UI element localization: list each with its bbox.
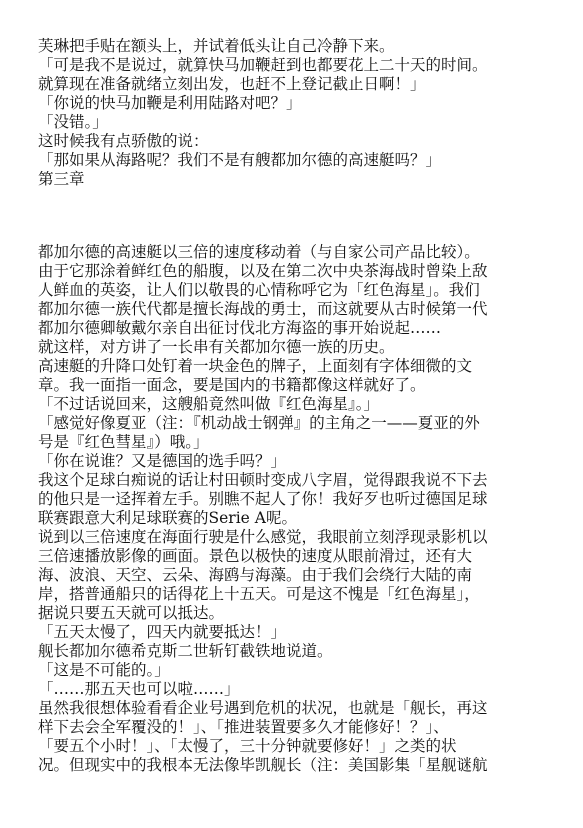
- text-line: 「……那五天也可以啦……」: [38, 680, 240, 698]
- text-line: 「不过话说回来，这艘船竟然叫做『红色海星』。」: [38, 395, 380, 413]
- text-line: 高速艇的升降口处钉着一块金色的牌子，上面刻有字体细微的文: [38, 357, 473, 375]
- text-line: 「那如果从海路呢？我们不是有艘都加尔德的高速艇吗？」: [38, 151, 442, 169]
- text-line: 的他只是一迳挥着左手。别瞧不起人了你！我好歹也听过德国足球: [38, 490, 488, 508]
- text-line: 虽然我很想体验看看企业号遇到危机的状况，也就是「舰长，再这: [38, 699, 488, 717]
- text-line: 「五天太慢了，四天内就要抵达！」: [38, 623, 287, 641]
- text-line: 我这个足球白痴说的话让村田顿时变成八字眉，觉得跟我说不下去: [38, 471, 488, 489]
- text-line: 由于它那涂着鲜红色的船腹，以及在第二次中央茶海战时曾染上敌: [38, 262, 488, 280]
- text-line: 就算现在准备就绪立刻出发，也赶不上登记截止日啊！」: [38, 75, 426, 93]
- text-line: 「没错。」: [38, 113, 108, 131]
- text-line: 说到以三倍速度在海面行驶是什么感觉，我眼前立刻浮现录影机以: [38, 528, 488, 546]
- text-line: 芙琳把手贴在额头上，并试着低头让自己冷静下来。: [38, 37, 395, 55]
- text-line: 都加尔德卿敏戴尔亲自出征讨伐北方海盗的事开始说起……: [38, 319, 442, 337]
- text-line: 联赛跟意大利足球联赛的Serie A呢。: [38, 509, 297, 527]
- text-line: 岸，搭普通船只的话得花上十五天。可是这不愧是「红色海星」，: [38, 585, 480, 603]
- text-line: 三倍速播放影像的画面。景色以极快的速度从眼前滑过，还有大: [38, 547, 473, 565]
- text-line: 「可是我不是说过，就算快马加鞭赶到也都要花上二十天的时间。: [38, 56, 488, 74]
- text-line: 这时候我有点骄傲的说：: [38, 132, 209, 150]
- text-line: 都加尔德的高速艇以三倍的速度移动着（与自家公司产品比较）。: [38, 243, 480, 261]
- text-line: 章。我一面指一面念，要是国内的书籍都像这样就好了。: [38, 376, 426, 394]
- text-line: 据说只要五天就可以抵达。: [38, 604, 225, 622]
- text-line: 况。但现实中的我根本无法像毕凯舰长（注：美国影集「星舰谜航: [38, 756, 488, 774]
- text-line: 就这样，对方讲了一长串有关都加尔德一族的历史。: [38, 338, 395, 356]
- text-line: 「你说的快马加鞭是利用陆路对吧？」: [38, 94, 302, 112]
- text-line: 海、波浪、天空、云朵、海鸥与海藻。由于我们会绕行大陆的南: [38, 566, 473, 584]
- text-line: 号是『红色彗星』）哦。」: [38, 433, 209, 451]
- text-line: 「要五个小时！」、「太慢了，三十分钟就要修好！」之类的状: [38, 737, 457, 755]
- chapter-heading: 第三章: [38, 170, 85, 188]
- text-line: 舰长都加尔德希克斯二世斩钉截铁地说道。: [38, 642, 333, 660]
- text-line: 「感觉好像夏亚（注：『机动战士钢弹』的主角之一——夏亚的外: [38, 414, 480, 432]
- text-line: 「你在说谁？又是德国的选手吗？」: [38, 452, 287, 470]
- text-line: 人鲜血的英姿，让人们以敬畏的心情称呼它为「红色海星」。我们: [38, 281, 480, 299]
- text-line: 「这是不可能的。」: [38, 661, 170, 679]
- text-line: 都加尔德一族代代都是擅长海战的勇士，而这就要从古时候第一代: [38, 300, 488, 318]
- text-line: 样下去会全军覆没的！」、「推进装置要多久才能修好！？」、: [38, 718, 449, 736]
